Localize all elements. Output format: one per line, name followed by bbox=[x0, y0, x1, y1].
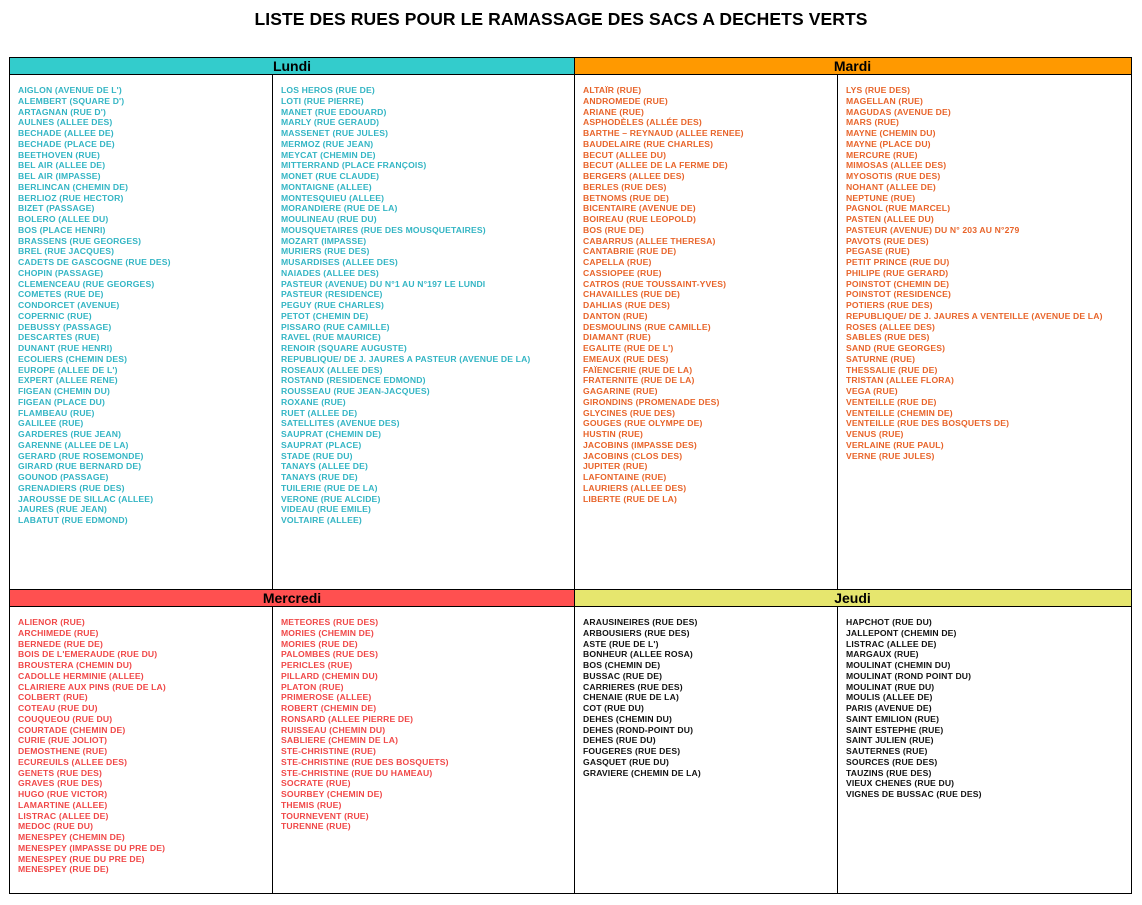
street-item: PISSARO (RUE CAMILLE) bbox=[281, 321, 390, 332]
street-item: MORIES (RUE DE) bbox=[281, 638, 358, 649]
street-item: CLAIRIERE AUX PINS (RUE DE LA) bbox=[18, 681, 166, 692]
street-item: SAINT JULIEN (RUE) bbox=[846, 735, 934, 746]
street-item: JAROUSSE DE SILLAC (ALLEE) bbox=[18, 493, 154, 504]
street-item: BERNEDE (RUE DE) bbox=[18, 638, 104, 649]
street-item: BROUSTERA (CHEMIN DU) bbox=[18, 660, 133, 670]
street-item: MARLY (RUE GERAUD) bbox=[281, 117, 380, 128]
page-title: LISTE DES RUES POUR LE RAMASSAGE DES SACS A DECHETS VERTS bbox=[254, 9, 868, 29]
street-item: BREL (RUE JACQUES) bbox=[18, 246, 115, 257]
street-item: CLEMENCEAU (RUE GEORGES) bbox=[18, 278, 155, 289]
street-item: LABATUT (RUE EDMOND) bbox=[18, 515, 128, 525]
street-item: POTIERS (RUE DES) bbox=[846, 300, 933, 310]
street-item: GIRARD (RUE BERNARD DE) bbox=[18, 461, 142, 472]
street-item: DESCARTES (RUE) bbox=[18, 332, 100, 343]
street-item: LISTRAC (ALLEE DE) bbox=[846, 638, 937, 649]
street-item: MERMOZ (RUE JEAN) bbox=[281, 138, 374, 149]
street-item: POINSTOT (RESIDENCE) bbox=[846, 289, 952, 300]
street-item: RUISSEAU (CHEMIN DU) bbox=[281, 724, 386, 735]
street-item: AIGLON (AVENUE DE L') bbox=[18, 85, 122, 95]
street-item: BOS (RUE DE) bbox=[583, 224, 645, 235]
street-item: BIZET (PASSAGE) bbox=[18, 203, 95, 214]
street-item: PEGUY (RUE CHARLES) bbox=[281, 300, 384, 310]
street-item: THESSALIE (RUE DE) bbox=[846, 364, 938, 375]
street-item: MOULINAT (RUE DU) bbox=[846, 681, 935, 692]
street-item: BERLIOZ (RUE HECTOR) bbox=[18, 192, 124, 203]
street-item: PEGASE (RUE) bbox=[846, 246, 910, 257]
street-item: HUGO (RUE VICTOR) bbox=[18, 789, 108, 799]
street-item: VIEUX CHENES (RUE DU) bbox=[846, 778, 955, 789]
street-item: COUQUEOU (RUE DU) bbox=[18, 713, 113, 724]
street-item: LISTRAC (ALLEE DE) bbox=[18, 810, 109, 821]
street-item: ROSES (ALLEE DES) bbox=[846, 321, 935, 332]
street-item: GOUNOD (PASSAGE) bbox=[18, 472, 109, 482]
street-item: DIAMANT (RUE) bbox=[583, 332, 651, 343]
street-item: POINSTOT (CHEMIN DE) bbox=[846, 278, 950, 289]
street-item: MOULINAT (CHEMIN DU) bbox=[846, 660, 951, 670]
street-item: TANAYS (ALLEE DE) bbox=[281, 461, 369, 472]
street-item: SATURNE (RUE) bbox=[846, 353, 916, 364]
street-item: COMETES (RUE DE) bbox=[18, 289, 104, 300]
street-item: ALIENOR (RUE) bbox=[18, 617, 85, 627]
street-item: PASTEUR (AVENUE) DU N° 203 AU N°279 bbox=[846, 224, 1020, 235]
street-item: BEL AIR (IMPASSE) bbox=[18, 171, 101, 181]
column-divider bbox=[837, 75, 838, 590]
street-item: SOURBEY (CHEMIN DE) bbox=[281, 789, 383, 799]
street-item: STE-CHRISTINE (RUE) bbox=[281, 746, 376, 756]
street-item: ARIANE (RUE) bbox=[583, 106, 644, 117]
street-item: EMEAUX (RUE DES) bbox=[583, 353, 669, 364]
street-item: ARTAGNAN (RUE D') bbox=[18, 106, 106, 117]
street-item: SAINT ESTEPHE (RUE) bbox=[846, 724, 944, 735]
street-item: HUSTIN (RUE) bbox=[583, 429, 644, 439]
street-item: DEHES (CHEMIN DU) bbox=[583, 713, 672, 724]
street-item: MASSENET (RUE JULES) bbox=[281, 128, 389, 138]
street-item: MONTAIGNE (ALLEE) bbox=[281, 181, 372, 192]
street-item: VERNE (RUE JULES) bbox=[846, 450, 935, 461]
street-item: PILLARD (CHEMIN DU) bbox=[281, 670, 378, 681]
street-item: DUNANT (RUE HENRI) bbox=[18, 343, 113, 353]
street-item: BERLINCAN (CHEMIN DE) bbox=[18, 181, 129, 192]
street-item: NEPTUNE (RUE) bbox=[846, 192, 916, 203]
street-item: CADOLLE HERMINIE (ALLEE) bbox=[18, 670, 144, 681]
street-list-mardi-1 bbox=[575, 75, 837, 504]
street-item: BARTHE – REYNAUD (ALLEE RENEE) bbox=[583, 128, 744, 138]
street-item: MOZART (IMPASSE) bbox=[281, 235, 367, 246]
street-item: LAFONTAINE (RUE) bbox=[583, 472, 667, 482]
street-item: GAGARINE (RUE) bbox=[583, 386, 658, 396]
street-item: TANAYS (RUE DE) bbox=[281, 472, 358, 482]
street-item: ARAUSINEIRES (RUE DES) bbox=[583, 617, 698, 627]
street-item: REPUBLIQUE/ DE J. JAURES A PASTEUR (AVENUE DE LA) bbox=[281, 353, 531, 364]
day-header-mercredi: Mercredi bbox=[10, 590, 574, 607]
street-item: SATELLITES (AVENUE DES) bbox=[281, 418, 400, 429]
street-item: GLYCINES (RUE DES) bbox=[583, 407, 676, 418]
street-item: MANET (RUE EDOUARD) bbox=[281, 106, 387, 117]
street-item: BOLERO (ALLEE DU) bbox=[18, 214, 109, 224]
street-item: MAGUDAS (AVENUE DE) bbox=[846, 106, 951, 117]
street-item: MORANDIERE (RUE DE LA) bbox=[281, 203, 398, 214]
street-list-jeudi-1 bbox=[575, 607, 837, 778]
street-item: COTEAU (RUE DU) bbox=[18, 703, 98, 713]
street-item: CANTABRIE (RUE DE) bbox=[583, 246, 677, 257]
street-item: ALEMBERT (SQUARE D') bbox=[18, 95, 125, 106]
column-divider bbox=[837, 607, 838, 893]
street-item: PETIT PRINCE (RUE DU) bbox=[846, 257, 950, 267]
street-item: FRATERNITE (RUE DE LA) bbox=[583, 375, 695, 386]
street-item: THEMIS (RUE) bbox=[281, 799, 342, 810]
street-item: BAUDELAIRE (RUE CHARLES) bbox=[583, 138, 714, 149]
street-item: HAPCHOT (RUE DU) bbox=[846, 617, 932, 627]
street-item: BICENTAIRE (AVENUE DE) bbox=[583, 203, 696, 214]
street-item: PETOT (CHEMIN DE) bbox=[281, 310, 369, 321]
street-item: SOURCES (RUE DES) bbox=[846, 756, 938, 767]
street-item: SAUPRAT (CHEMIN DE) bbox=[281, 429, 382, 439]
street-item: BECHADE (ALLEE DE) bbox=[18, 128, 114, 138]
street-item: BECHADE (PLACE DE) bbox=[18, 138, 115, 149]
street-item: LIBERTE (RUE DE LA) bbox=[583, 493, 678, 504]
column-divider bbox=[574, 58, 575, 893]
street-item: MAYNE (PLACE DU) bbox=[846, 138, 931, 149]
day-header-lundi: Lundi bbox=[10, 58, 574, 75]
street-item: CABARRUS (ALLEE THERESA) bbox=[583, 235, 716, 246]
street-item: NOHANT (ALLEE DE) bbox=[846, 181, 936, 192]
street-item: FIGEAN (PLACE DU) bbox=[18, 396, 106, 407]
street-item: BEL AIR (ALLEE DE) bbox=[18, 160, 106, 171]
street-list-lundi-1 bbox=[10, 75, 272, 526]
street-item: DEHES (ROND-POINT DU) bbox=[583, 724, 694, 735]
street-item: MEDOC (RUE DU) bbox=[18, 821, 94, 832]
street-item: CONDORCET (AVENUE) bbox=[18, 300, 120, 310]
schedule-table bbox=[9, 57, 1132, 894]
street-item: MENESPEY (RUE DU PRE DE) bbox=[18, 853, 145, 864]
street-item: EGALITE (RUE DE L') bbox=[583, 343, 674, 353]
street-item: ASPHODÈLES (ALLÉE DES) bbox=[583, 117, 702, 128]
street-item: MONTESQUIEU (ALLEE) bbox=[281, 192, 385, 203]
street-item: MOULINAT (ROND POINT DU) bbox=[846, 670, 972, 681]
street-item: LOTI (RUE PIERRE) bbox=[281, 95, 364, 106]
street-item: MIMOSAS (ALLEE DES) bbox=[846, 160, 947, 171]
street-item: BOS (CHEMIN DE) bbox=[583, 660, 661, 670]
street-item: METEORES (RUE DES) bbox=[281, 617, 379, 627]
street-item: ASTE (RUE DE L') bbox=[583, 638, 659, 649]
street-item: PRIMEROSE (ALLEE) bbox=[281, 692, 372, 703]
street-item: ECOLIERS (CHEMIN DES) bbox=[18, 353, 128, 364]
street-item: STE-CHRISTINE (RUE DU HAMEAU) bbox=[281, 767, 433, 778]
street-item: CASSIOPEE (RUE) bbox=[583, 267, 662, 278]
street-item: CHOPIN (PASSAGE) bbox=[18, 267, 104, 278]
street-item: REPUBLIQUE/ DE J. JAURES A VENTEILLE (AVENUE DE LA) bbox=[846, 310, 1103, 321]
street-item: TURENNE (RUE) bbox=[281, 821, 351, 832]
street-list-mercredi-1 bbox=[10, 607, 272, 875]
street-item: SABLES (RUE DES) bbox=[846, 332, 930, 343]
street-item: DEHES (RUE DU) bbox=[583, 735, 656, 746]
street-item: GALILEE (RUE) bbox=[18, 418, 84, 429]
street-item: RAVEL (RUE MAURICE) bbox=[281, 332, 381, 343]
street-item: DAHLIAS (RUE DES) bbox=[583, 300, 671, 310]
street-item: BRASSENS (RUE GEORGES) bbox=[18, 235, 142, 246]
street-item: AULNES (ALLEE DES) bbox=[18, 117, 113, 128]
street-item: TUILERIE (RUE DE LA) bbox=[281, 482, 378, 493]
street-item: GARDERES (RUE JEAN) bbox=[18, 429, 122, 439]
street-item: MERCURE (RUE) bbox=[846, 149, 918, 160]
street-item: COLBERT (RUE) bbox=[18, 692, 88, 703]
street-item: LYS (RUE DES) bbox=[846, 85, 911, 95]
street-item: MAGELLAN (RUE) bbox=[846, 95, 924, 106]
street-item: TOURNEVENT (RUE) bbox=[281, 810, 369, 821]
column-divider bbox=[272, 607, 273, 893]
street-item: VEGA (RUE) bbox=[846, 386, 898, 396]
street-item: VENUS (RUE) bbox=[846, 429, 904, 439]
street-list-jeudi-2 bbox=[838, 607, 1131, 800]
street-list-lundi-2 bbox=[273, 75, 574, 526]
street-item: RUET (ALLEE DE) bbox=[281, 407, 358, 418]
street-item: ARBOUSIERS (RUE DES) bbox=[583, 627, 690, 638]
column-divider bbox=[272, 75, 273, 590]
street-item: COURTADE (CHEMIN DE) bbox=[18, 724, 126, 735]
street-item: GASQUET (RUE DU) bbox=[583, 756, 669, 767]
street-item: DESMOULINS (RUE CAMILLE) bbox=[583, 321, 711, 332]
street-item: FLAMBEAU (RUE) bbox=[18, 407, 95, 418]
street-item: SAUTERNES (RUE) bbox=[846, 746, 928, 756]
street-item: MAYNE (CHEMIN DU) bbox=[846, 128, 936, 138]
street-item: MURIERS (RUE DES) bbox=[281, 246, 370, 257]
street-item: BERLES (RUE DES) bbox=[583, 181, 667, 192]
street-item: BOIS DE L'EMERAUDE (RUE DU) bbox=[18, 649, 158, 660]
street-item: MEYCAT (CHEMIN DE) bbox=[281, 149, 376, 160]
street-item: JAURES (RUE JEAN) bbox=[18, 504, 107, 515]
street-item: PASTEUR (AVENUE) DU N°1 AU N°197 LE LUNDI bbox=[281, 278, 486, 289]
street-item: MARS (RUE) bbox=[846, 117, 900, 128]
street-item: JUPITER (RUE) bbox=[583, 461, 648, 472]
street-item: ARCHIMEDE (RUE) bbox=[18, 627, 99, 638]
street-item: ROSTAND (RESIDENCE EDMOND) bbox=[281, 375, 426, 386]
street-item: BUSSAC (RUE DE) bbox=[583, 670, 663, 681]
street-item: PASTEN (ALLEE DU) bbox=[846, 214, 934, 224]
street-item: VENTEILLE (RUE DES BOSQUETS DE) bbox=[846, 418, 1010, 429]
street-item: PAVOTS (RUE DES) bbox=[846, 235, 929, 246]
street-item: GIRONDINS (PROMENADE DES) bbox=[583, 396, 720, 407]
street-item: RENOIR (SQUARE AUGUSTE) bbox=[281, 343, 407, 353]
street-item: BERGERS (ALLEE DES) bbox=[583, 171, 685, 181]
street-item: BETNOMS (RUE DE) bbox=[583, 192, 669, 203]
street-item: NAIADES (ALLEE DES) bbox=[281, 267, 379, 278]
street-item: COT (RUE DU) bbox=[583, 703, 644, 713]
street-item: VOLTAIRE (ALLEE) bbox=[281, 515, 362, 525]
street-item: MYOSOTIS (RUE DES) bbox=[846, 171, 941, 181]
street-item: MARGAUX (RUE) bbox=[846, 649, 919, 660]
street-item: EXPERT (ALLEE RENE) bbox=[18, 375, 118, 386]
street-item: MUSARDISES (ALLEE DES) bbox=[281, 257, 398, 267]
street-item: SAUPRAT (PLACE) bbox=[281, 439, 362, 450]
street-item: VERONE (RUE ALCIDE) bbox=[281, 493, 381, 504]
street-item: PAGNOL (RUE MARCEL) bbox=[846, 203, 951, 214]
street-item: FIGEAN (CHEMIN DU) bbox=[18, 386, 110, 396]
street-item: ANDROMEDE (RUE) bbox=[583, 95, 668, 106]
street-item: GENETS (RUE DES) bbox=[18, 767, 103, 778]
street-item: TRISTAN (ALLEE FLORA) bbox=[846, 375, 955, 386]
street-item: BECUT (ALLEE DE LA FERME DE) bbox=[583, 160, 728, 171]
street-item: GERARD (RUE ROSEMONDE) bbox=[18, 450, 144, 461]
street-item: GRAVIERE (CHEMIN DE LA) bbox=[583, 767, 701, 778]
street-item: STE-CHRISTINE (RUE DES BOSQUETS) bbox=[281, 756, 449, 767]
street-item: VIGNES DE BUSSAC (RUE DES) bbox=[846, 789, 982, 799]
street-item: CADETS DE GASCOGNE (RUE DES) bbox=[18, 257, 171, 267]
street-item: VENTEILLE (CHEMIN DE) bbox=[846, 407, 953, 418]
street-item: ROSEAUX (ALLEE DES) bbox=[281, 364, 383, 375]
street-item: BONHEUR (ALLEE ROSA) bbox=[583, 649, 693, 660]
street-item: GOUGES (RUE OLYMPE DE) bbox=[583, 418, 703, 429]
street-item: TAUZINS (RUE DES) bbox=[846, 767, 932, 778]
street-item: ROUSSEAU (RUE JEAN-JACQUES) bbox=[281, 386, 430, 396]
day-header-jeudi: Jeudi bbox=[574, 590, 1131, 607]
street-item: LAURIERS (ALLEE DES) bbox=[583, 482, 687, 493]
street-item: PALOMBES (RUE DES) bbox=[281, 649, 379, 660]
street-item: ALTAÏR (RUE) bbox=[583, 85, 642, 95]
street-item: FOUGERES (RUE DES) bbox=[583, 746, 681, 756]
street-item: JACOBINS (IMPASSE DES) bbox=[583, 439, 697, 450]
street-item: LAMARTINE (ALLEE) bbox=[18, 799, 108, 810]
street-item: JALLEPONT (CHEMIN DE) bbox=[846, 627, 957, 638]
street-item: DEBUSSY (PASSAGE) bbox=[18, 321, 112, 332]
street-item: PARIS (AVENUE DE) bbox=[846, 703, 932, 713]
street-item: CAPELLA (RUE) bbox=[583, 257, 652, 267]
street-item: EUROPE (ALLEE DE L') bbox=[18, 364, 118, 375]
street-item: BECUT (ALLEE DU) bbox=[583, 149, 667, 160]
street-item: MENESPEY (IMPASSE DU PRE DE) bbox=[18, 842, 166, 853]
street-item: VENTEILLE (RUE DE) bbox=[846, 396, 937, 407]
street-item: MENESPEY (RUE DE) bbox=[18, 864, 109, 875]
street-item: CHENAIE (RUE DE LA) bbox=[583, 692, 679, 703]
street-item: SOCRATE (RUE) bbox=[281, 778, 351, 789]
street-item: VIDEAU (RUE EMILE) bbox=[281, 504, 372, 515]
street-item: MOULIS (ALLEE DE) bbox=[846, 692, 933, 703]
street-list-mercredi-2 bbox=[273, 607, 574, 832]
street-item: BEETHOVEN (RUE) bbox=[18, 149, 100, 160]
street-item: STADE (RUE DU) bbox=[281, 450, 353, 461]
street-item: CURIE (RUE JOLIOT) bbox=[18, 735, 108, 746]
day-header-mardi: Mardi bbox=[574, 58, 1131, 75]
street-item: CHAVAILLES (RUE DE) bbox=[583, 289, 681, 300]
street-item: FAÏENCERIE (RUE DE LA) bbox=[583, 364, 693, 375]
street-item: ROXANE (RUE) bbox=[281, 396, 346, 407]
street-item: ECUREUILS (ALLEE DES) bbox=[18, 756, 128, 767]
street-item: VERLAINE (RUE PAUL) bbox=[846, 439, 944, 450]
street-item: MONET (RUE CLAUDE) bbox=[281, 171, 380, 181]
street-item: PASTEUR (RESIDENCE) bbox=[281, 289, 383, 300]
street-item: MITTERRAND (PLACE FRANÇOIS) bbox=[281, 160, 427, 171]
street-item: CATROS (RUE TOUSSAINT-YVES) bbox=[583, 278, 727, 289]
street-item: MOUSQUETAIRES (RUE DES MOUSQUETAIRES) bbox=[281, 224, 486, 235]
street-item: COPERNIC (RUE) bbox=[18, 310, 92, 321]
street-item: ROBERT (CHEMIN DE) bbox=[281, 703, 377, 713]
street-item: RONSARD (ALLEE PIERRE DE) bbox=[281, 713, 414, 724]
street-item: MOULINEAU (RUE DU) bbox=[281, 214, 377, 224]
street-item: SAND (RUE GEORGES) bbox=[846, 343, 946, 353]
street-item: GARENNE (ALLEE DE LA) bbox=[18, 439, 129, 450]
street-item: DANTON (RUE) bbox=[583, 310, 648, 321]
street-item: SAINT EMILION (RUE) bbox=[846, 713, 940, 724]
street-item: BOS (PLACE HENRI) bbox=[18, 224, 106, 235]
street-item: MORIES (CHEMIN DE) bbox=[281, 627, 374, 638]
street-item: PERICLES (RUE) bbox=[281, 660, 353, 670]
street-item: CARRIERES (RUE DES) bbox=[583, 681, 683, 692]
street-list-mardi-2 bbox=[838, 75, 1131, 461]
street-item: BOIREAU (RUE LEOPOLD) bbox=[583, 214, 696, 224]
street-item: MENESPEY (CHEMIN DE) bbox=[18, 832, 125, 842]
street-item: PHILIPE (RUE GERARD) bbox=[846, 267, 949, 278]
street-item: LOS HEROS (RUE DE) bbox=[281, 85, 375, 95]
street-item: DEMOSTHENE (RUE) bbox=[18, 746, 108, 756]
street-item: JACOBINS (CLOS DES) bbox=[583, 450, 683, 461]
street-item: GRENADIERS (RUE DES) bbox=[18, 482, 125, 493]
street-item: PLATON (RUE) bbox=[281, 681, 344, 692]
street-item: SABLIERE (CHEMIN DE LA) bbox=[281, 735, 399, 746]
street-item: GRAVES (RUE DES) bbox=[18, 778, 103, 789]
